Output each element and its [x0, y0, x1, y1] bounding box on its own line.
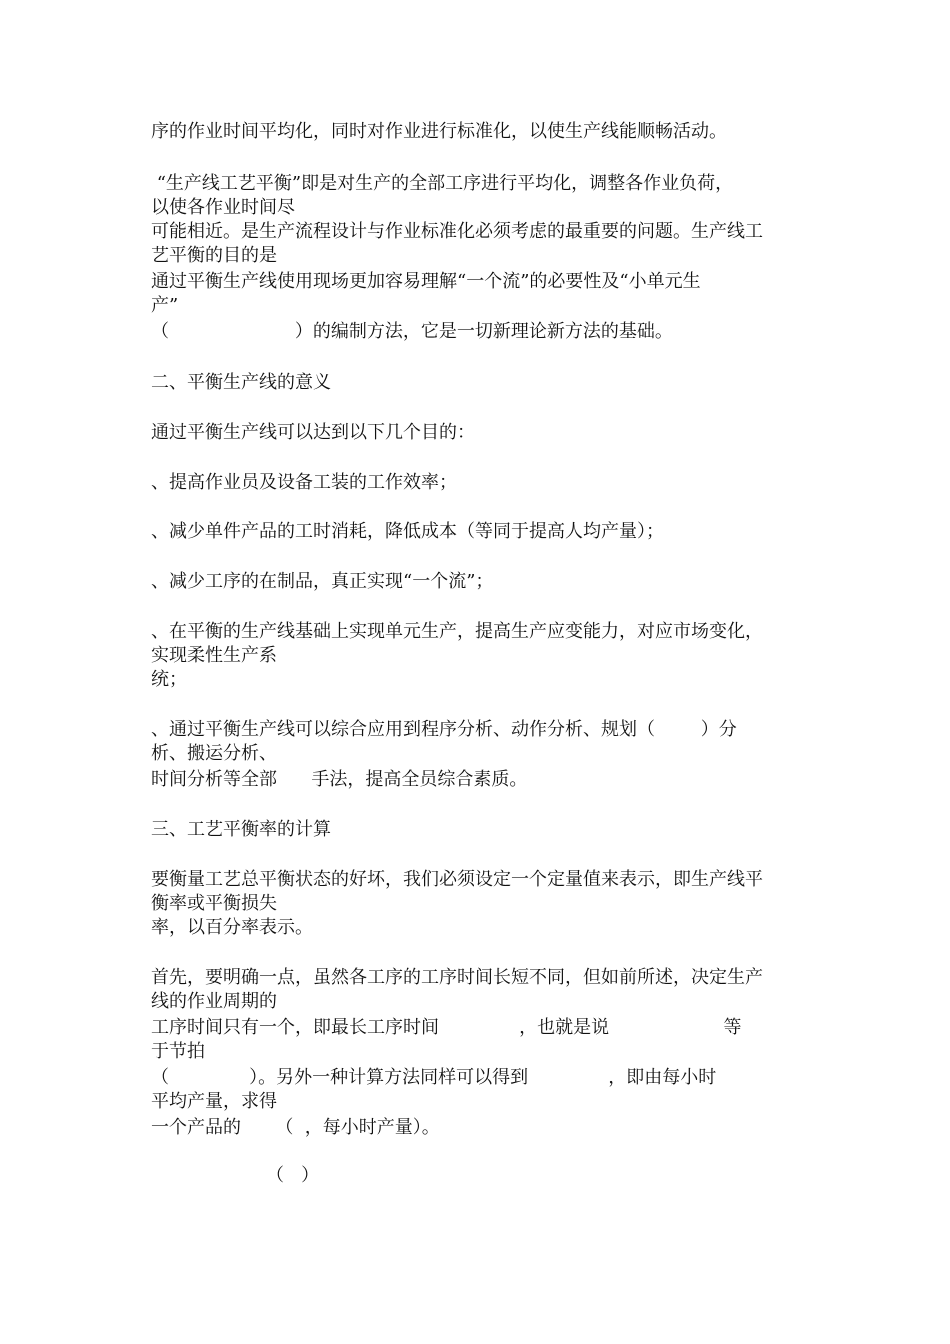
paragraph-line: 通过平衡生产线使用现场更加容易理解“一个流”的必要性及“小单元生 [151, 271, 701, 292]
paragraph-line: （ ）的编制方法，它是一切新理论新方法的基础。 [151, 321, 673, 342]
paragraph-line: 于节拍 [151, 1041, 205, 1062]
section-heading: 三、工艺平衡率的计算 [151, 819, 331, 840]
paragraph-line: 可能相近。是生产流程设计与作业标准化必须考虑的最重要的问题。生产线工 [151, 221, 763, 242]
paragraph-line: 率，以百分率表示。 [151, 917, 313, 938]
paragraph-line: 通过平衡生产线可以达到以下几个目的： [151, 422, 475, 443]
paragraph-line: 序的作业时间平均化，同时对作业进行标准化，以使生产线能顺畅活动。 [151, 121, 727, 142]
list-item: 、通过平衡生产线可以综合应用到程序分析、动作分析、规划（ ）分 [151, 719, 737, 740]
paragraph-line: 以使各作业时间尽 [151, 197, 295, 218]
list-item: 、减少工序的在制品，真正实现“一个流”； [151, 571, 494, 592]
paragraph-line: 一个产品的 （ ，每小时产量）。 [151, 1117, 440, 1138]
list-item: 、在平衡的生产线基础上实现单元生产，提高生产应变能力，对应市场变化， [151, 621, 763, 642]
list-item-continued: 时间分析等全部 手法，提高全员综合素质。 [151, 769, 528, 790]
paragraph-line: 衡率或平衡损失 [151, 893, 277, 914]
list-item: 、减少单件产品的工时消耗，降低成本（等同于提高人均产量）； [151, 521, 664, 542]
list-item-continued: 统； [151, 669, 187, 690]
paragraph-line: “生产线工艺平衡”即是对生产的全部工序进行平均化，调整各作业负荷， [151, 173, 734, 194]
list-item: 、提高作业员及设备工装的工作效率； [151, 472, 457, 493]
formula-placeholder: （ ） [266, 1165, 320, 1186]
list-item-continued: 析、搬运分析、 [151, 743, 277, 764]
paragraph-line: （ ）。另外一种计算方法同样可以得到 ，即由每小时 [151, 1067, 717, 1088]
section-heading: 二、平衡生产线的意义 [151, 372, 331, 393]
paragraph-line: 要衡量工艺总平衡状态的好坏，我们必须设定一个定量值来表示，即生产线平 [151, 869, 763, 890]
paragraph-line: 平均产量，求得 [151, 1091, 277, 1112]
paragraph-line: 产” [151, 295, 179, 316]
paragraph-line: 线的作业周期的 [151, 991, 277, 1012]
list-item-continued: 实现柔性生产系 [151, 645, 277, 666]
paragraph-line: 首先，要明确一点，虽然各工序的工序时间长短不同，但如前所述，决定生产 [151, 967, 763, 988]
paragraph-line: 工序时间只有一个，即最长工序时间 ，也就是说 等 [151, 1017, 742, 1038]
paragraph-line: 艺平衡的目的是 [151, 245, 277, 266]
